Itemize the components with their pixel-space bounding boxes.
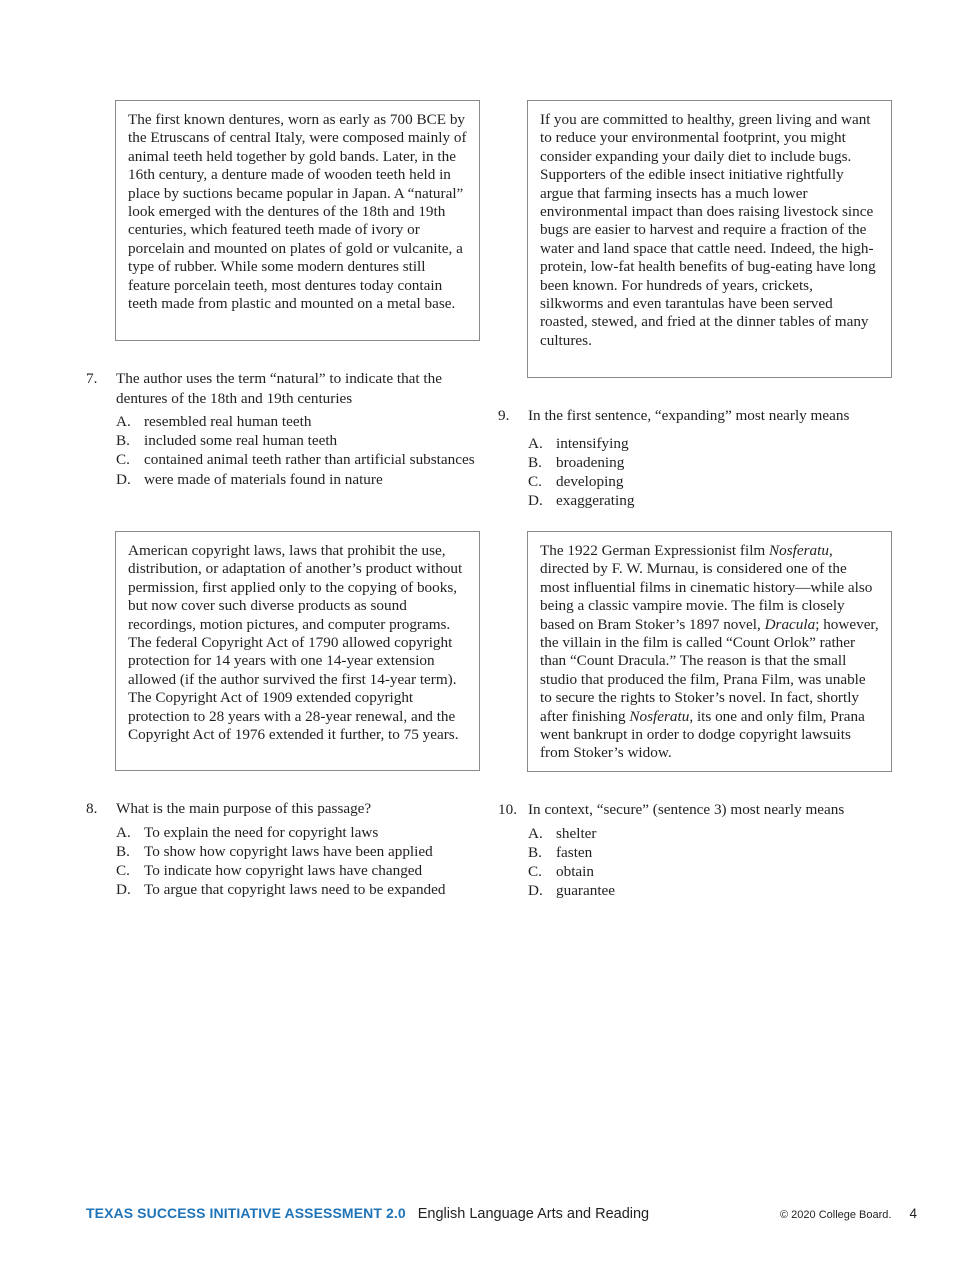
answer-choice-c[interactable] bbox=[528, 862, 898, 881]
answer-choice-c[interactable] bbox=[116, 450, 481, 469]
choice-text: resembled real human teeth bbox=[144, 413, 312, 430]
footer-copyright: © 2020 College Board. bbox=[780, 1209, 892, 1221]
question-number: 8. bbox=[86, 800, 98, 817]
answer-choice-b[interactable] bbox=[116, 842, 486, 861]
question-stem: The author uses the term “natural” to indicate that the dentures of the 18th and 19th centuries bbox=[116, 370, 442, 407]
choice-letter: B. bbox=[116, 842, 130, 860]
choice-letter: A. bbox=[528, 824, 543, 842]
passage-text: ; however, the villain in the film is called “Count Orlok” rather than “Count Dracula.” The reason is that the small studio that produced the film, Prana Film, was unable to secure the rights to Stoker’s novel. In fact, shortly after finishing bbox=[540, 615, 879, 725]
page-footer bbox=[86, 1205, 917, 1222]
choice-text: broadening bbox=[556, 453, 625, 471]
footer-subject: English Language Arts and Reading bbox=[417, 1206, 650, 1222]
answer-choices bbox=[116, 412, 481, 489]
question-number: 10. bbox=[498, 801, 517, 818]
italic-title: Nosferatu bbox=[769, 542, 829, 559]
passage-text: American copyright laws, laws that prohibit the use, distribution, or adaptation of another’s product without permission, first applied only to the copying of books, but now cover such diverse products as sound recordings, motion pictures, and computer programs. The federal Copyright Act of 1790 allowed copyright protection for 14 years with one 14-year extension allowed (if the author survived the first 14-year term). The Copyright Act of 1909 extended copyright protection to 28 years with a 28-year renewal, and the Copyright Act of 1976 extended it further, to 75 years. bbox=[128, 542, 463, 744]
question-7 bbox=[86, 369, 481, 489]
passage-nosferatu bbox=[527, 531, 892, 772]
passage-text: , its one and only film, Prana went bankrupt in order to dodge copyright lawsuits from Stoker’s widow. bbox=[540, 707, 865, 762]
choice-text: To indicate how copyright laws have changed bbox=[144, 861, 423, 879]
answer-choices bbox=[116, 823, 486, 900]
choice-letter: C. bbox=[528, 472, 542, 490]
answer-choice-a[interactable] bbox=[528, 434, 898, 453]
passage-text: If you are committed to healthy, green living and want to reduce your environmental footprint, you might consider expanding your daily diet to include bugs. Supporters of the edible insect initiative rightfully argue that farming insects has a much lower environmental impact than does raising livestock since bugs are easier to harvest and require a fraction of the water and land space that cattle need. Indeed, the high-protein, low-fat health benefits of bug-eating have long been known. For hundreds of years, crickets, silkworms and even tarantulas have been served roasted, stewed, and fried at the dinner tables of many cultures. bbox=[540, 111, 876, 349]
choice-text: intensifying bbox=[556, 434, 629, 452]
question-8 bbox=[86, 799, 486, 899]
answer-choice-d[interactable] bbox=[116, 470, 481, 489]
choice-text: obtain bbox=[556, 862, 594, 880]
italic-title: Nosferatu bbox=[629, 707, 690, 725]
passage-copyright-laws bbox=[115, 531, 480, 771]
choice-text: were made of materials found in nature bbox=[144, 470, 383, 488]
choice-text: To argue that copyright laws need to be expanded bbox=[144, 881, 446, 899]
footer-series-title: TEXAS SUCCESS INITIATIVE ASSESSMENT 2.0 bbox=[86, 1205, 406, 1221]
question-10 bbox=[498, 800, 898, 900]
choice-text: To show how copyright laws have been applied bbox=[144, 842, 433, 860]
question-stem: In the first sentence, “expanding” most nearly means bbox=[528, 407, 850, 424]
choice-letter: D. bbox=[528, 492, 543, 510]
answer-choice-d[interactable] bbox=[528, 491, 898, 510]
question-number: 7. bbox=[86, 370, 98, 387]
answer-choices bbox=[528, 824, 898, 901]
answer-choice-b[interactable] bbox=[116, 431, 481, 450]
choice-text: shelter bbox=[556, 824, 597, 842]
choice-letter: C. bbox=[116, 451, 130, 469]
answer-choice-d[interactable] bbox=[116, 880, 486, 899]
answer-choice-c[interactable] bbox=[116, 861, 486, 880]
choice-letter: A. bbox=[116, 413, 131, 430]
question-stem: What is the main purpose of this passage? bbox=[116, 800, 372, 817]
choice-text: guarantee bbox=[556, 882, 616, 900]
passage-text: The first known dentures, worn as early as 700 BCE by the Etruscans of central Italy, were composed mainly of animal teeth held together by gold bands. Later, in the 16th century, a denture made of wooden teeth held in place by suctions became popular in Japan. A “natural” look emerged with the dentures of the 18th and 19th centuries, which featured teeth made of ivory or porcelain and mounted on plates of gold or vulcanite, a type of rubber. While some modern dentures still feature porcelain teeth, most dentures today contain teeth made from plastic and mounted on a metal base. bbox=[128, 111, 467, 313]
choice-letter: A. bbox=[116, 823, 131, 841]
question-9 bbox=[498, 406, 898, 510]
answer-choice-d[interactable] bbox=[528, 881, 898, 900]
answer-choice-a[interactable] bbox=[116, 412, 481, 431]
answer-choice-b[interactable] bbox=[528, 453, 898, 472]
passage-text: The 1922 German Expressionist film bbox=[540, 542, 770, 559]
choice-text: fasten bbox=[556, 843, 593, 861]
passage-dentures bbox=[115, 100, 480, 341]
choice-letter: D. bbox=[116, 881, 131, 899]
answer-choice-c[interactable] bbox=[528, 472, 898, 491]
answer-choice-a[interactable] bbox=[528, 824, 898, 843]
choice-text: To explain the need for copyright laws bbox=[144, 823, 379, 841]
passage-edible-insects bbox=[527, 100, 892, 378]
choice-letter: C. bbox=[528, 862, 542, 880]
passage-text: , directed by F. W. Murnau, is considered one of the most influential films in cinematic history—while also being a classic vampire movie. The film is closely based on Bram Stoker’s 1897 novel, bbox=[540, 542, 873, 633]
choice-letter: C. bbox=[116, 861, 130, 879]
choice-letter: D. bbox=[116, 470, 131, 488]
choice-text: developing bbox=[556, 472, 624, 490]
answer-choice-b[interactable] bbox=[528, 843, 898, 862]
choice-letter: B. bbox=[528, 453, 542, 471]
choice-text: included some real human teeth bbox=[144, 432, 338, 450]
choice-text: contained animal teeth rather than artificial substances bbox=[144, 451, 475, 469]
page-number: 4 bbox=[909, 1206, 917, 1221]
question-stem: In context, “secure” (sentence 3) most nearly means bbox=[528, 801, 845, 818]
choice-letter: B. bbox=[528, 843, 542, 861]
choice-letter: D. bbox=[528, 882, 543, 900]
choice-letter: A. bbox=[528, 434, 543, 452]
answer-choices bbox=[528, 434, 898, 511]
answer-choice-a[interactable] bbox=[116, 823, 486, 842]
question-number: 9. bbox=[498, 407, 510, 424]
italic-title: Dracula bbox=[764, 615, 816, 633]
choice-letter: B. bbox=[116, 432, 130, 450]
choice-text: exaggerating bbox=[556, 492, 635, 510]
